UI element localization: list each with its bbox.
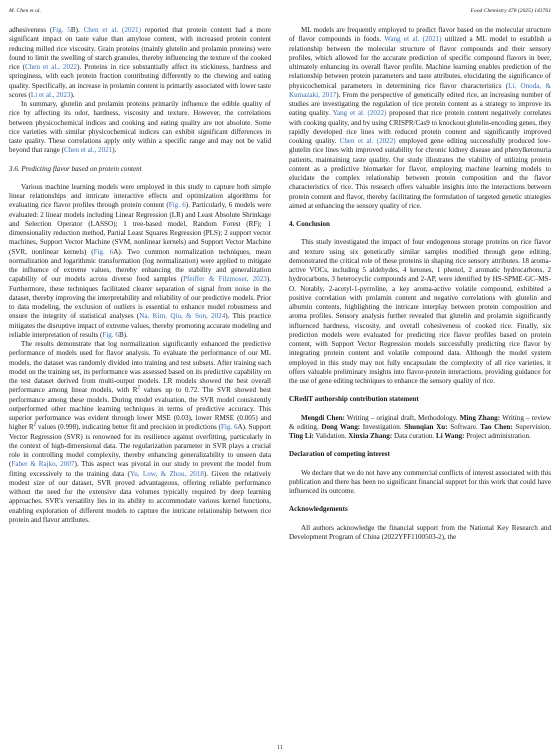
citation-link[interactable]: Chen et al., 2021 [63, 146, 113, 155]
citation-link[interactable]: Pfeiffer & Filzmoser, 2023 [183, 275, 267, 284]
paragraph [9, 26, 271, 100]
citation-link[interactable]: Wang et al. (2021) [384, 35, 442, 44]
credit-statement [289, 414, 551, 442]
text-run: values (0.998), indicating better fit and precision in predictions ( [36, 423, 221, 432]
text-run: ). Proteins in rice substantially affect its stickiness, hardness and springiness, with each protein fraction contributing differently to the chewing and eating quality. Specifically, an increase in prolamin content is primarily associated with lower taste scores ( [9, 63, 271, 99]
paragraph [9, 100, 271, 156]
citation-link[interactable]: Fig. 5 [52, 26, 71, 34]
section-heading-acknowledgements: Acknowledgements [289, 505, 348, 514]
text-run: ). Particularly, 6 models were evaluated: 2 linear models including Linear Regression (LR) and Least Absolute Shrinkage and Selection Operator (LASSO); 1 tree-based model, Random Forest (RF); 1 dimensionality reduction method, Partial Least Squares Regression (PLS); 2 support vector machines, Support Vector Machine (SVM, nonlinear kernels) and Support Vector Machine (SVR, nonlinear kernels) ( [9, 201, 271, 256]
section-heading-credit: CRediT authorship contribution statement [289, 395, 419, 404]
text-run: Data curation. [392, 432, 436, 440]
text-run: This study investigated the impact of four endogenous storage proteins on rice flavor and texture using six genetically similar samples modified through gene editing, demonstrated the critical role of these proteins in shaping rice sensory attributes. 18 aroma-active VOCs, including 5 aldehydes, 4 ketones, 1 phenol, 2 aromatic hydrocarbons, 2 hydrocarbons, 3 heterocyclic compounds and 2-AP, were identified by HS-SPME-GC–MS-O. Notably, 2-acetyl-1-pyrroline, a key aroma-active volatile compound, exhibited a positive correlation with prolamin content and negative correlations with glutelin and albumin contents, highlighting the intricate interplay between protein composition and aroma profiles. Sensory analysis further revealed that glutelin and prolamin significantly influenced hardness, viscosity, and overall cohesiveness of cooked rice. Finally, six prediction models were evaluated for predicting rice flavor profiles based on protein content, with Support Vector Regression models successfully predicting rice flavor by integrating protein content and volatile compound data. Although the model system employed in this study may not fully encapsulate the complexity of all rice varieties, it offers valuable preliminary insights into flavor-protein interactions, providing guidance for the use of gene editing techniques to enhance the sensory quality of rice. [289, 238, 551, 385]
text-run: reported that protein content had a more significant impact on taste value than amylose content, with increased protein content reducing milled rice viscosity. Grain proteins (mainly glutelin and prolamin proteins) were found to limit the swelling of starch granules, thereby influencing the texture of the cooked rice ( [9, 26, 272, 71]
text-run: Writing – original draft, Methodology. [344, 413, 460, 422]
text-run: The results demonstrate that log normalization significantly enhanced the predictive performance of models used for flavor analysis. To evaluate the performance of our ML models, the dataset was randomly divided into training and test subsets. After training each model on the training set, its performance was assessed based on its predictive capability on the test dataset derived from multi-output models. LR models showed the best overall performance among linear models, with R [9, 340, 271, 395]
text-run: Investigation. [360, 422, 405, 431]
text-run: A). Two common normalization techniques, mean normalization and logarithmic transformation (log normalization) were applied to mitigate the influence of extreme values, thereby enhancing the stability and generalization capability of our models across diverse food samples ( [9, 247, 271, 284]
paragraph [289, 26, 551, 211]
citation-link[interactable]: Li, Onoda, & Kumazaki, 2017 [289, 81, 551, 99]
text-run: ). Furthermore, these techniques facilitated clearer separation of signal from noise in the dataset, thereby improving the interpretability and reliability of our predictive models. Prior to data modeling, the exclusion of outliers is essential to enhance model robustness and ensure the integrity of statistical analyses ( [9, 275, 271, 321]
citation-link[interactable]: Fig. 6 [220, 423, 238, 432]
citation-link[interactable]: Yang et al. (2022) [332, 109, 387, 118]
text-run: utilized a ML model to establish a relationship between the molecular structure of flavor compounds and their sensory profiles, which allowed for the accurate prediction of specific compound flavors in beer, ultimately enhancing its overall flavor profile. Machine learning enables prediction of the relationship between protein parameters and taste attributes, elucidating the significance of physicochemical parameters in determining rice flavor characteristics ( [289, 35, 552, 90]
citation-link[interactable]: Fig. 6 [102, 330, 119, 339]
citation-link[interactable]: Li et al., 2023 [30, 90, 71, 99]
paragraph [9, 340, 271, 525]
paragraph [289, 238, 551, 386]
text-run: Various machine learning models were employed in this study to capture both simple linear relationships and intricate interactive effects and optimization algorithms for evaluating rice flavor profiles through protein content ( [9, 182, 271, 210]
text-run: Project administration. [464, 432, 531, 440]
citation-link[interactable]: Chen et al. (2022) [339, 137, 396, 145]
text-run: ). From the perspective of genetically edited rice, an increasing number of studies are investigating the regulation of rice protein content as a strategy to improve its eating quality. [289, 90, 551, 118]
author-name: Shunqian Xu: [404, 422, 448, 431]
text-run: All authors acknowledge the financial support from the National Key Research and Development Program of China (2022YFF1100503-2), the [289, 523, 551, 541]
text-run: Supervision. [512, 422, 552, 431]
paragraph [289, 524, 551, 543]
text-run: We declare that we do not have any commercial conflicts of interest associated with this publication and there has been no significant financial support for this work that could have influenced its outcome. [289, 468, 551, 495]
citation-link[interactable]: Fig. 6 [168, 201, 186, 210]
text-run: ). This practice mitigates the disruptive impact of extreme values, thereby promoting accurate modeling and reliable interpretation of results ( [9, 312, 271, 339]
author-name: Xinxia Zhang: [348, 432, 393, 440]
header-journal: Food Chemistry 478 (2025) 143761 [470, 8, 551, 14]
text-run: A). Support Vector Regression (SVR) is renowned for its resilience against overfitting, particularly in the context of high-dimensional data. The regularization parameter in SVR plays a crucial role in controlling model complexity, thereby enhancing generalizability to unseen data ( [9, 423, 271, 469]
author-name: Ming Zhang: [459, 413, 501, 422]
section-heading-conclusion: 4. Conclusion [289, 220, 330, 228]
author-name: Li Wang: [435, 432, 465, 440]
right-column [289, 26, 551, 542]
header-authors: M. Chen et al. [9, 8, 41, 14]
author-name: Mengdi Chen: [301, 413, 345, 422]
text-run: B). [118, 330, 128, 339]
text-run: ). [112, 146, 117, 155]
paragraph [289, 469, 551, 497]
text-run: values up to 0.72. The SVR showed best performance among these models. During model evaluation, the SVR model consistently outperformed other machine learning techniques in terms of predictive accuracy. This superior performance was evident through lower MSE (0.03), lower RMSE (0.005) and higher R [9, 386, 271, 432]
text-run: Writing – review & editing. [289, 413, 551, 431]
text-run: B). [70, 26, 84, 34]
text-run: Software. [447, 422, 481, 431]
citation-link[interactable]: Yu, Low, & Zhou, 2018 [129, 469, 204, 478]
text-run: employed gene editing successfully produced low-glutelin rice lines with improved suitability for chronic kidney disease and phenylketonuria patients, maintaining taste quality. Our study illustrates the viability of utilizing protein content as a predictive biomarker for flavor, employing machine learning models to elucidate the complex relationship between protein composition and the flavor characteristics of rice. This research offers valuable insights into the interactions between protein content and flavor, thereby facilitating the formulation of targeted genetic strategies aimed at enhancing the sensory quality of rice. [289, 137, 552, 210]
text-run: ). This aspect was pivotal in our study to prevent the model from fitting excessively to the training data ( [9, 460, 271, 478]
paragraph [9, 183, 271, 340]
citation-link[interactable]: Chen et al. (2021) [83, 26, 141, 34]
text-run: ML models are frequently employed to predict flavor based on the molecular structure of flavor compounds in foods. [289, 26, 551, 44]
citation-link[interactable]: Faber & Rajko, 2007 [11, 460, 75, 469]
superscript: 2 [137, 385, 141, 391]
text-run: In summary, glutelin and prolamin proteins primarily influence the edible quality of rice by affecting its odor, hardness, viscosity and texture. However, the correlations between physicochemical indices and cooking and eating quality are not absolute. Some rice varieties with similar physicochemical indices can exhibit significant differences in taste quality. These correlations apply only within a specific range and may not be valid beyond that range ( [9, 100, 271, 155]
section-subheading: 3.6. Predicting flavor based on protein content [9, 164, 142, 173]
citation-link[interactable]: Chen et al., 2022 [25, 63, 78, 71]
citation-link[interactable]: Na, Kim, Qiu, & Son, 2024 [139, 312, 226, 321]
page-number: 11 [277, 745, 283, 751]
author-name: Tao Chen: [480, 422, 513, 431]
text-run: proposed that rice protein content negatively correlates with cooking quality, and by using CRISPR/Cas9 to knockout glutelin-encoding genes, they rapidly developed rice lines with reduced protein content and significantly improved cooking quality. [289, 109, 551, 145]
left-column [9, 26, 271, 525]
author-name: Ting Li: [289, 432, 314, 440]
section-heading-competing-interest: Declaration of competing interest [289, 450, 390, 459]
text-run: ). [70, 90, 75, 99]
text-run: Validation. [313, 432, 349, 440]
text-run: adhesiveness ( [9, 26, 53, 34]
author-name: Dong Wang: [321, 422, 361, 431]
superscript: 2 [33, 422, 37, 428]
citation-link[interactable]: Fig. 6 [93, 247, 114, 256]
text-run: ). Given the relatively modest size of our dataset, SVR proved advantageous, offering reliable performance without the need for the extensive data volumes typically required by deep learning approaches. SVR's versatility lies in its ability to accommodate various kernel functions, enabling exploration of different models to capture the intricate relationship between rice protein and flavor attributes. [9, 469, 271, 524]
